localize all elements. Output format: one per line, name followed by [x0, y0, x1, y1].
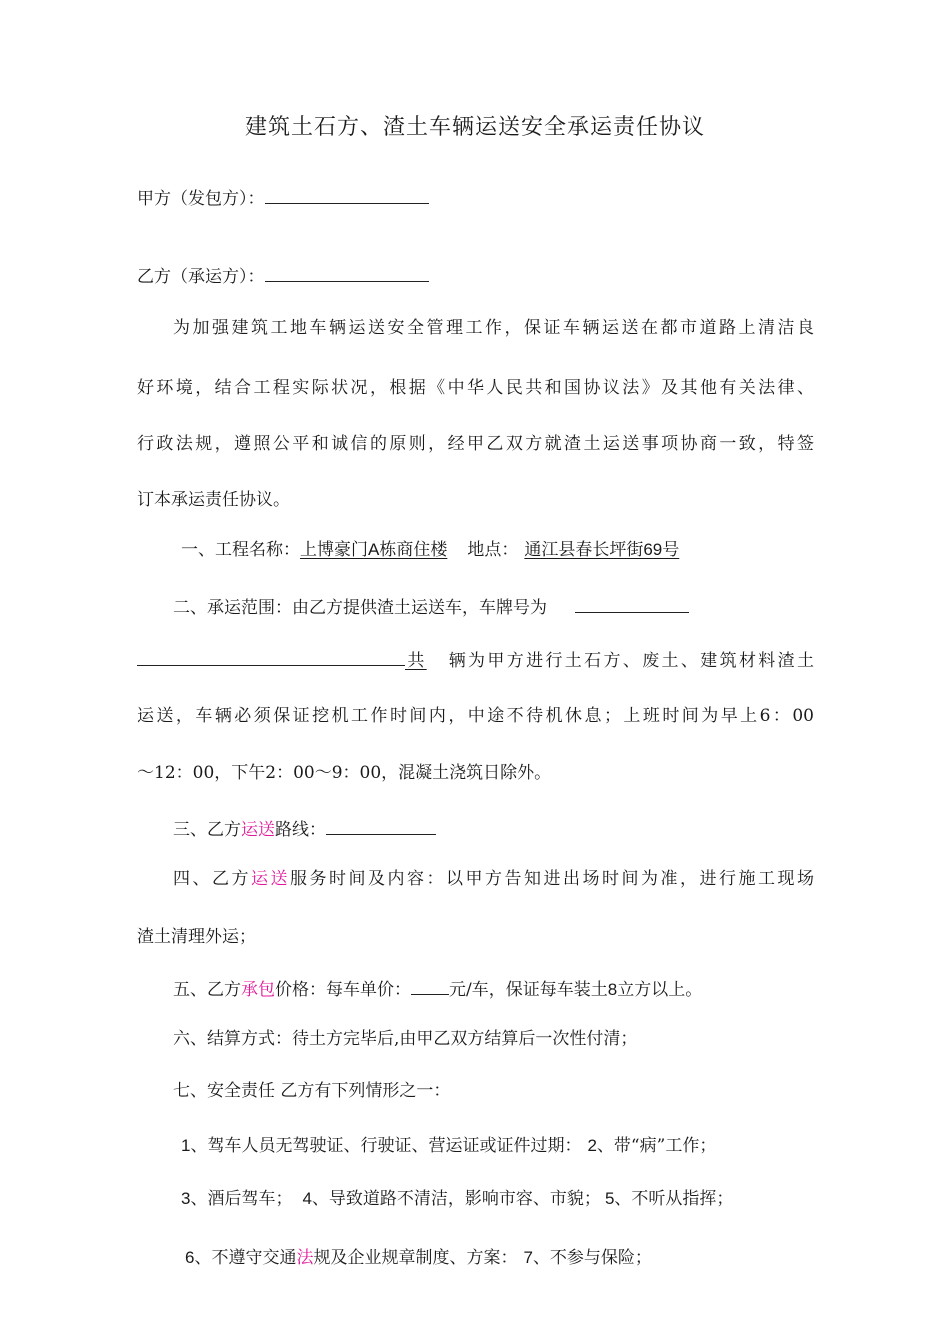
plate-number-blank — [575, 594, 689, 613]
clause-7: 七、安全责任 乙方有下列情形之一： — [173, 1081, 451, 1101]
item-4-text: 、导致道路不清洁，影响市容、市貌； — [311, 1189, 601, 1209]
item-6-highlight: 法 — [296, 1248, 314, 1268]
intro-line-1: 为加强建筑工地车辆运送安全管理工作，保证车辆运送在都市道路上清洁良 — [173, 318, 814, 338]
clause-6: 六、结算方式：待土方完毕后,由甲乙双方结算后一次性付清； — [173, 1029, 638, 1049]
clause-1 — [181, 540, 679, 560]
item-6-text-b: 规及企业规章制度、方案： — [313, 1248, 518, 1268]
clause-2-line-2 — [137, 647, 814, 671]
route-blank — [326, 816, 436, 835]
clause-3-highlight: 运送 — [241, 820, 275, 840]
clause-5-prefix: 五、乙方 — [173, 980, 241, 1000]
clause-3-prefix: 三、乙方 — [173, 820, 241, 840]
safety-items-line-3 — [185, 1248, 652, 1268]
clause-2-line-4: ～12：00，下午2：00～9：00，混凝土浇筑日除外。 — [137, 763, 552, 783]
party-b-blank — [265, 263, 429, 282]
clause-3-suffix: 路线： — [275, 820, 326, 840]
clause-4-prefix: 四、乙方 — [173, 869, 251, 889]
clause-4-line-1 — [173, 869, 814, 889]
party-b-label: 乙方（承运方）： — [137, 267, 265, 287]
item-1-text: 、驾车人员无驾驶证、行驶证、营运证或证件过期： — [190, 1136, 582, 1156]
item-5-text: 、不听从指挥； — [614, 1189, 734, 1209]
item-7-text: 、不参与保险； — [532, 1248, 652, 1268]
item-3-text: 、酒后驾车； — [190, 1189, 293, 1209]
clause-5-suffix: 价格：每车单价： — [275, 980, 411, 1000]
clause-5-unit-text: 元/车，保证每车装土 — [449, 980, 608, 1000]
clause-4-line-2: 渣土清理外运； — [137, 927, 256, 947]
item-7-number: 7 — [523, 1248, 533, 1267]
clause-2-text: 二、承运范围：由乙方提供渣土运送车，车牌号为 — [173, 598, 547, 618]
safety-items-line-2 — [181, 1189, 733, 1209]
intro-line-3: 行政法规，遵照公平和诚信的原则，经甲乙双方就渣土运送事项协商一致，特签 — [137, 434, 814, 454]
party-a-blank — [265, 185, 429, 204]
item-1-number: 1 — [181, 1136, 191, 1155]
item-2-number: 2 — [587, 1136, 597, 1155]
item-4-number: 4 — [302, 1189, 312, 1208]
item-6-text-a: 、不遵守交通 — [194, 1248, 297, 1268]
item-6-number: 6 — [185, 1248, 195, 1267]
party-a-line — [137, 185, 429, 209]
project-location: 通江县春长坪街69号 — [524, 540, 680, 559]
clause-5 — [173, 976, 702, 1000]
clause-5-end: 立方以上。 — [617, 980, 703, 1000]
party-b-line — [137, 263, 429, 287]
project-name: 上博豪门A栋商住楼 — [300, 540, 448, 559]
item-5-number: 5 — [604, 1189, 615, 1208]
item-2-text: 、带“病”工作； — [596, 1136, 717, 1156]
unit-price-blank — [411, 976, 449, 995]
plate-number-blank-2 — [137, 647, 405, 666]
clause-3 — [173, 816, 436, 840]
clause-1-label: 一、工程名称： — [181, 540, 300, 560]
clause-2-line-2-rest: 辆为甲方进行土石方、废土、建筑材料渣土 — [448, 651, 815, 671]
safety-items-line-1 — [181, 1136, 716, 1156]
gong-label: 共 — [405, 651, 427, 671]
item-3-number: 3 — [181, 1189, 191, 1208]
location-label: 地点： — [467, 540, 519, 560]
intro-line-4: 订本承运责任协议。 — [137, 490, 290, 510]
clause-2-line-1 — [173, 594, 689, 618]
party-a-label: 甲方（发包方）： — [137, 189, 265, 209]
clause-5-highlight: 承包 — [241, 980, 275, 1000]
clause-2-line-3: 运送，车辆必须保证挖机工作时间内，中途不待机休息；上班时间为早上6：00 — [137, 706, 814, 726]
clause-4-highlight: 运送 — [251, 869, 290, 889]
intro-line-2: 好环境，结合工程实际状况，根据《中华人民共和国协议法》及其他有关法律、 — [137, 378, 814, 398]
document-title: 建筑土石方、渣土车辆运送安全承运责任协议 — [244, 115, 705, 140]
clause-4-suffix: 服务时间及内容：以甲方告知进出场时间为准，进行施工现场 — [290, 869, 814, 889]
clause-5-qty: 8 — [607, 980, 618, 999]
